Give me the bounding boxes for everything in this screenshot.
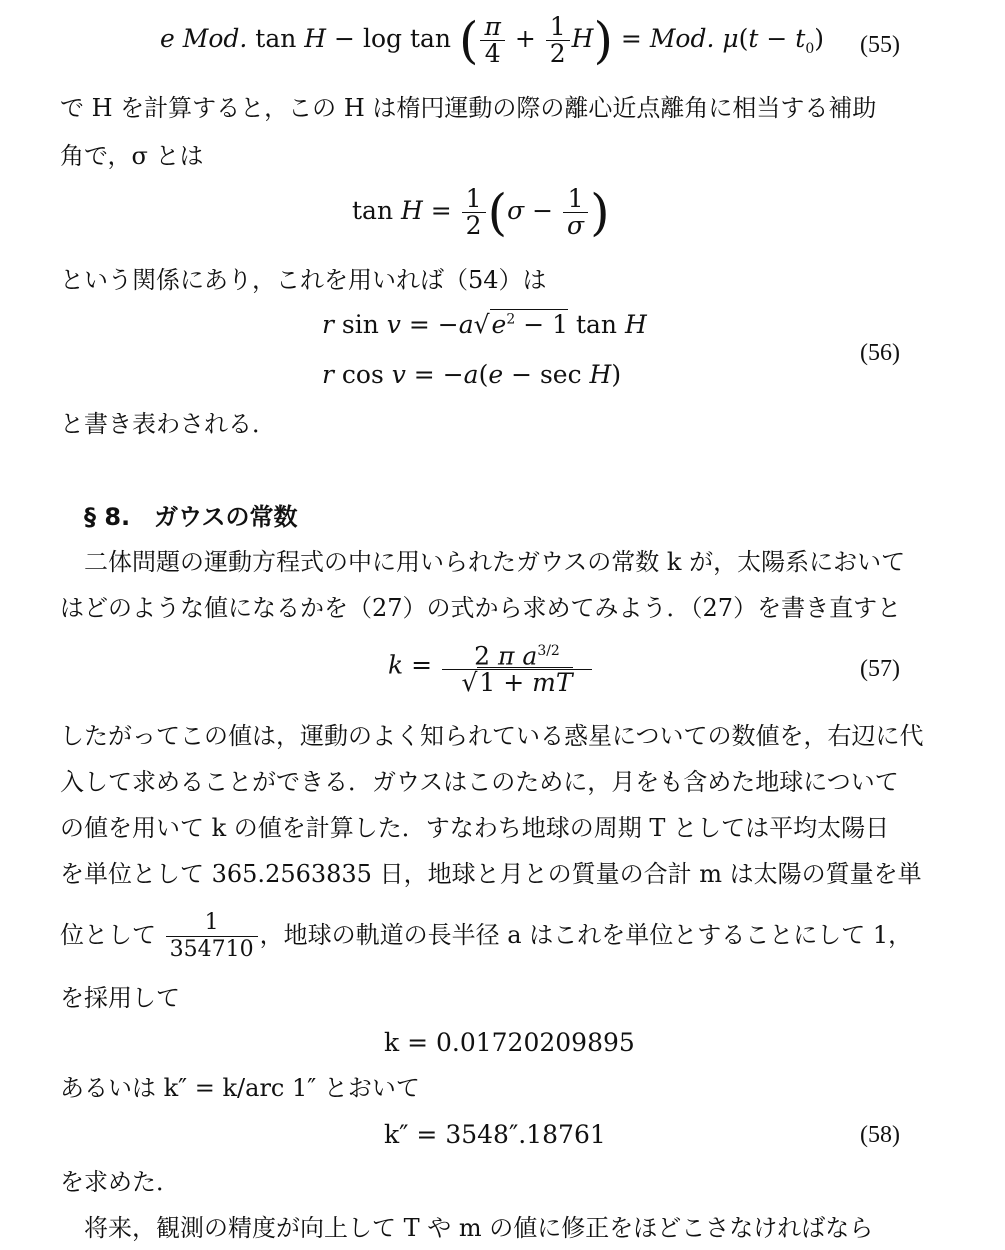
paragraph-line: という関係にあり，これを用いれば（54）は [60, 266, 547, 294]
section-heading: § 8. ガウスの常数 [84, 503, 298, 531]
paragraph-line: したがってこの値は，運動のよく知られている惑星についての数値を，右辺に代 [60, 722, 924, 750]
paragraph-line: と書き表わされる． [60, 410, 276, 438]
paragraph-line: はどのような値になるかを（27）の式から求めてみよう．（27）を書き直すと [60, 594, 902, 622]
paragraph-line: で H を計算すると，この H は楕円運動の際の離心近点離角に相当する補助 [60, 94, 877, 122]
paragraph-line: を求めた． [60, 1168, 180, 1196]
equation-55-number: (55) [860, 32, 900, 58]
equation-55: e Mod. tan H − log tan ( $\frac{\pi}{4}$ + $\frac{1}{2}$ H) = Mod. $\mu(t - t_0)$ [160, 11, 825, 70]
equation-58-number: (58) [860, 1122, 900, 1148]
mass-fraction: $\frac{1}{354710}$ [166, 910, 258, 963]
paragraph-line: 二体問題の運動方程式の中に用いられたガウスの常数 k が，太陽系において [84, 548, 906, 576]
equation-56-line2: r cos v = −a(e − sec H) [322, 360, 622, 389]
equation-57: k = $\frac{2 \pi a^{3/2}}{√1 + mT}$ [388, 638, 594, 696]
paragraph-line-with-fraction [60, 910, 940, 963]
paragraph-line: の値を用いて k の値を計算した．すなわち地球の周期 T としては平均太陽日 [60, 814, 890, 842]
paragraph-line: 入して求めることができる．ガウスはこのために，月をも含めた地球について [60, 768, 899, 796]
paragraph-line: 角で，σ とは [60, 142, 204, 170]
equation-k-value: k = 0.01720209895 [384, 1028, 635, 1057]
equation-56-line1: r $\sin v = -a√e^2 - 1$ tan H [322, 310, 647, 339]
text-fragment: 位として [60, 921, 156, 949]
equation-56-number: (56) [860, 340, 900, 366]
equation-58: k″ = 3548″.18761 [384, 1120, 606, 1149]
text-fragment: ，地球の軌道の長半径 a はこれを単位とすることにして 1， [259, 921, 913, 949]
paragraph-line: 将来，観測の精度が向上して T や m の値に修正をほどこさなければなら [84, 1214, 874, 1242]
paragraph-line: あるいは k″ = k/arc 1″ とおいて [60, 1074, 420, 1102]
paragraph-line: を単位として 365.2563835 日，地球と月との質量の合計 m は太陽の質量を単 [60, 860, 922, 888]
equation-57-number: (57) [860, 656, 900, 682]
paragraph-line: を採用して [60, 984, 180, 1012]
equation-tanH: tan H = $\frac{1}{2}$ (σ − $\frac{1}{\sigma}$ ) [352, 183, 610, 242]
